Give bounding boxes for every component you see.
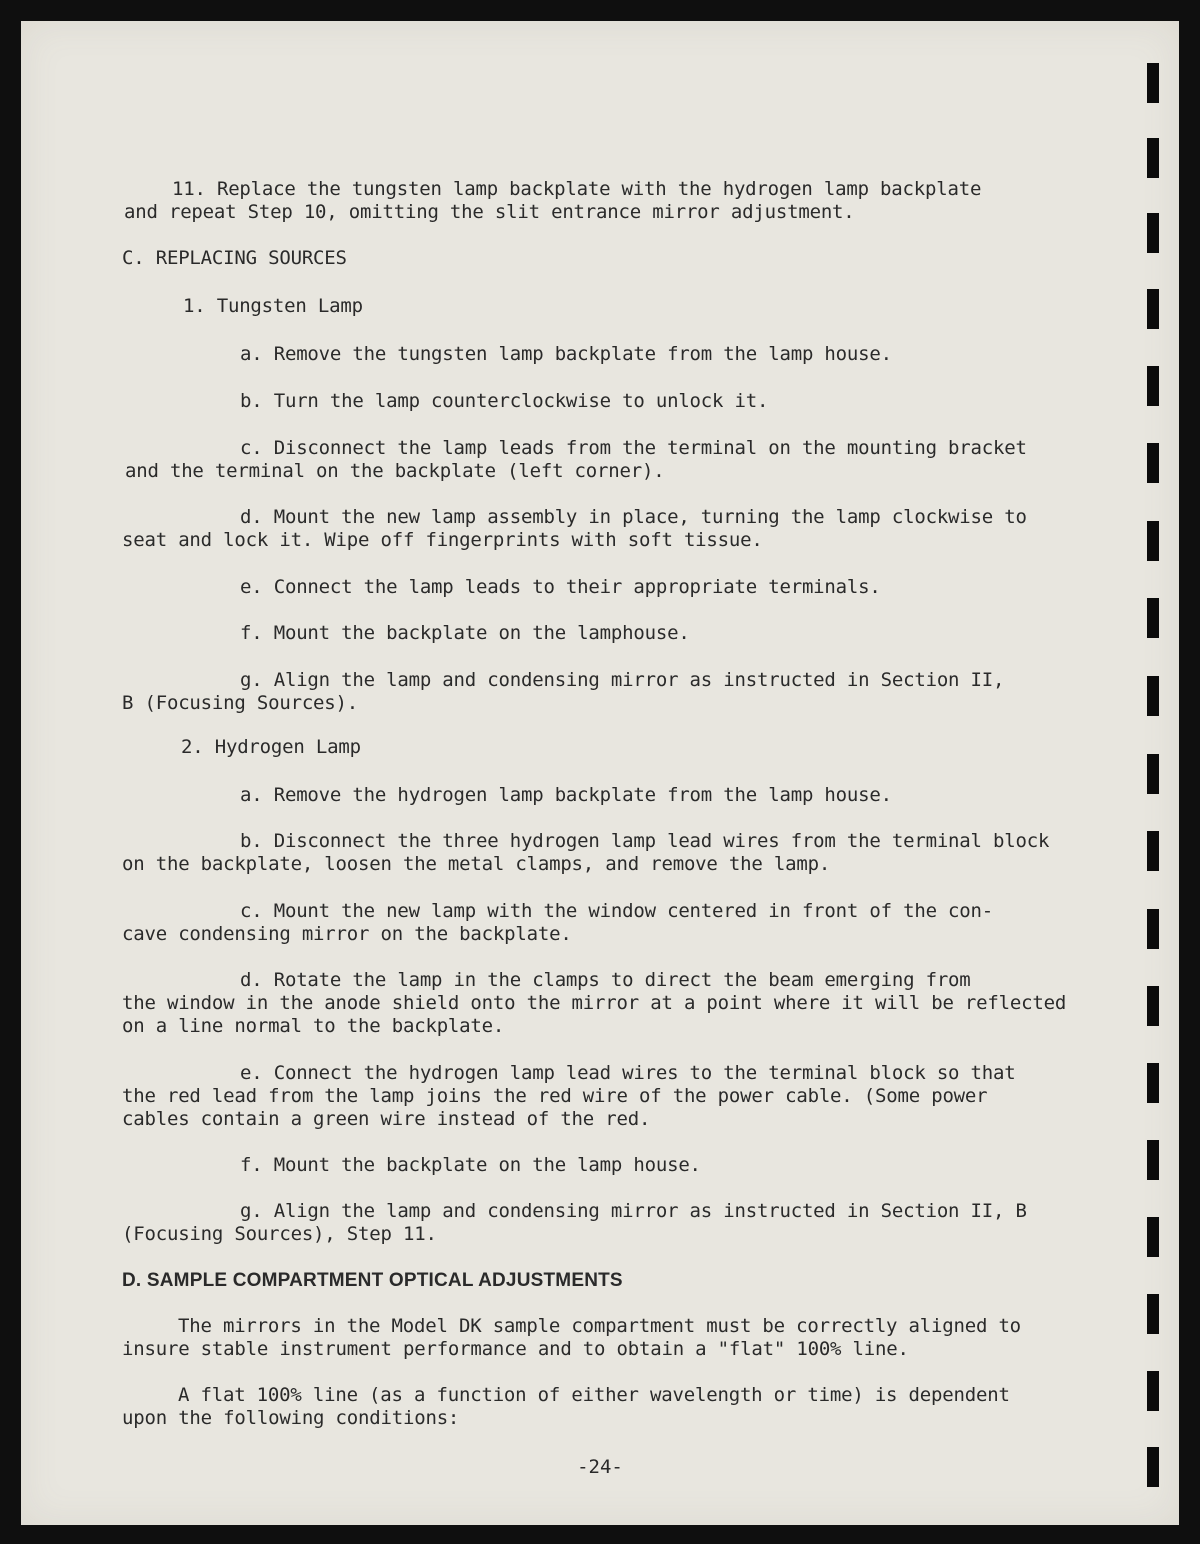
section-d-paragraph-1-line-2: insure stable instrument performance and to obtain a "flat" 100% line. <box>122 1338 909 1360</box>
binding-hole <box>1147 138 1159 178</box>
binding-hole <box>1147 366 1159 406</box>
tungsten-step-d-line-2: seat and lock it. Wipe off fingerprints with soft tissue. <box>122 529 763 551</box>
hydrogen-step-b-line-1: b. Disconnect the three hydrogen lamp lead wires from the terminal block <box>240 830 1050 852</box>
binding-hole <box>1147 521 1159 561</box>
hydrogen-step-e-line-1: e. Connect the hydrogen lamp lead wires to the terminal block so that <box>240 1062 1016 1084</box>
tungsten-lamp-title: 1. Tungsten Lamp <box>183 295 363 317</box>
hydrogen-step-a: a. Remove the hydrogen lamp backplate from the lamp house. <box>240 784 892 806</box>
binding-hole <box>1147 909 1159 949</box>
section-d-paragraph-2-line-2: upon the following conditions: <box>122 1407 460 1429</box>
hydrogen-step-c-line-1: c. Mount the new lamp with the window centered in front of the con- <box>240 900 994 922</box>
tungsten-step-c-line-2: and the terminal on the backplate (left corner). <box>125 460 665 482</box>
binding-hole <box>1147 1294 1159 1334</box>
hydrogen-step-e-line-2: the red lead from the lamp joins the red wire of the power cable. (Some power <box>122 1085 988 1107</box>
step-11-line-2: and repeat Step 10, omitting the slit entrance mirror adjustment. <box>124 201 855 223</box>
binding-hole <box>1147 831 1159 871</box>
tungsten-step-a: a. Remove the tungsten lamp backplate from the lamp house. <box>240 343 892 365</box>
hydrogen-step-c-line-2: cave condensing mirror on the backplate. <box>122 923 572 945</box>
tungsten-step-g-line-2: B (Focusing Sources). <box>122 692 359 714</box>
hydrogen-step-b-line-2: on the backplate, loosen the metal clamps, and remove the lamp. <box>122 853 831 875</box>
hydrogen-step-e-line-3: cables contain a green wire instead of the red. <box>122 1108 651 1130</box>
binding-hole <box>1147 1217 1159 1257</box>
tungsten-step-f: f. Mount the backplate on the lamphouse. <box>240 622 690 644</box>
binding-hole <box>1147 598 1159 638</box>
section-c-heading: C. REPLACING SOURCES <box>122 247 347 269</box>
binding-hole <box>1147 213 1159 253</box>
hydrogen-step-d-line-2: the window in the anode shield onto the mirror at a point where it will be reflected <box>122 992 1067 1014</box>
hydrogen-step-g-line-2: (Focusing Sources), Step 11. <box>122 1223 437 1245</box>
section-d-paragraph-2-line-1: A flat 100% line (as a function of either wavelength or time) is dependent <box>178 1384 1010 1406</box>
section-d-paragraph-1-line-1: The mirrors in the Model DK sample compartment must be correctly aligned to <box>178 1315 1021 1337</box>
binding-hole <box>1147 1371 1159 1411</box>
document-page <box>21 21 1179 1525</box>
hydrogen-step-d-line-1: d. Rotate the lamp in the clamps to direct the beam emerging from <box>240 969 971 991</box>
hydrogen-step-g-line-1: g. Align the lamp and condensing mirror as instructed in Section II, B <box>240 1200 1027 1222</box>
binding-hole <box>1147 289 1159 329</box>
tungsten-step-e: e. Connect the lamp leads to their appropriate terminals. <box>240 576 881 598</box>
binding-hole <box>1147 754 1159 794</box>
page-number: -24- <box>577 1456 623 1478</box>
hydrogen-step-d-line-3: on a line normal to the backplate. <box>122 1015 505 1037</box>
tungsten-step-c-line-1: c. Disconnect the lamp leads from the terminal on the mounting bracket <box>240 437 1027 459</box>
binding-hole <box>1147 1140 1159 1180</box>
tungsten-step-g-line-1: g. Align the lamp and condensing mirror as instructed in Section II, <box>240 669 1005 691</box>
binding-hole <box>1147 443 1159 483</box>
binding-hole <box>1147 986 1159 1026</box>
tungsten-step-b: b. Turn the lamp counterclockwise to unlock it. <box>240 390 769 412</box>
tungsten-step-d-line-1: d. Mount the new lamp assembly in place, turning the lamp clockwise to <box>240 506 1027 528</box>
binding-hole <box>1147 1063 1159 1103</box>
section-d-heading: D. SAMPLE COMPARTMENT OPTICAL ADJUSTMENTS <box>122 1270 623 1291</box>
step-11-line-1: 11. Replace the tungsten lamp backplate with the hydrogen lamp backplate <box>172 178 982 200</box>
binding-hole <box>1147 676 1159 716</box>
binding-hole <box>1147 63 1159 103</box>
binding-holes <box>1147 21 1161 1525</box>
hydrogen-step-f: f. Mount the backplate on the lamp house. <box>240 1154 701 1176</box>
hydrogen-lamp-title: 2. Hydrogen Lamp <box>181 736 361 758</box>
